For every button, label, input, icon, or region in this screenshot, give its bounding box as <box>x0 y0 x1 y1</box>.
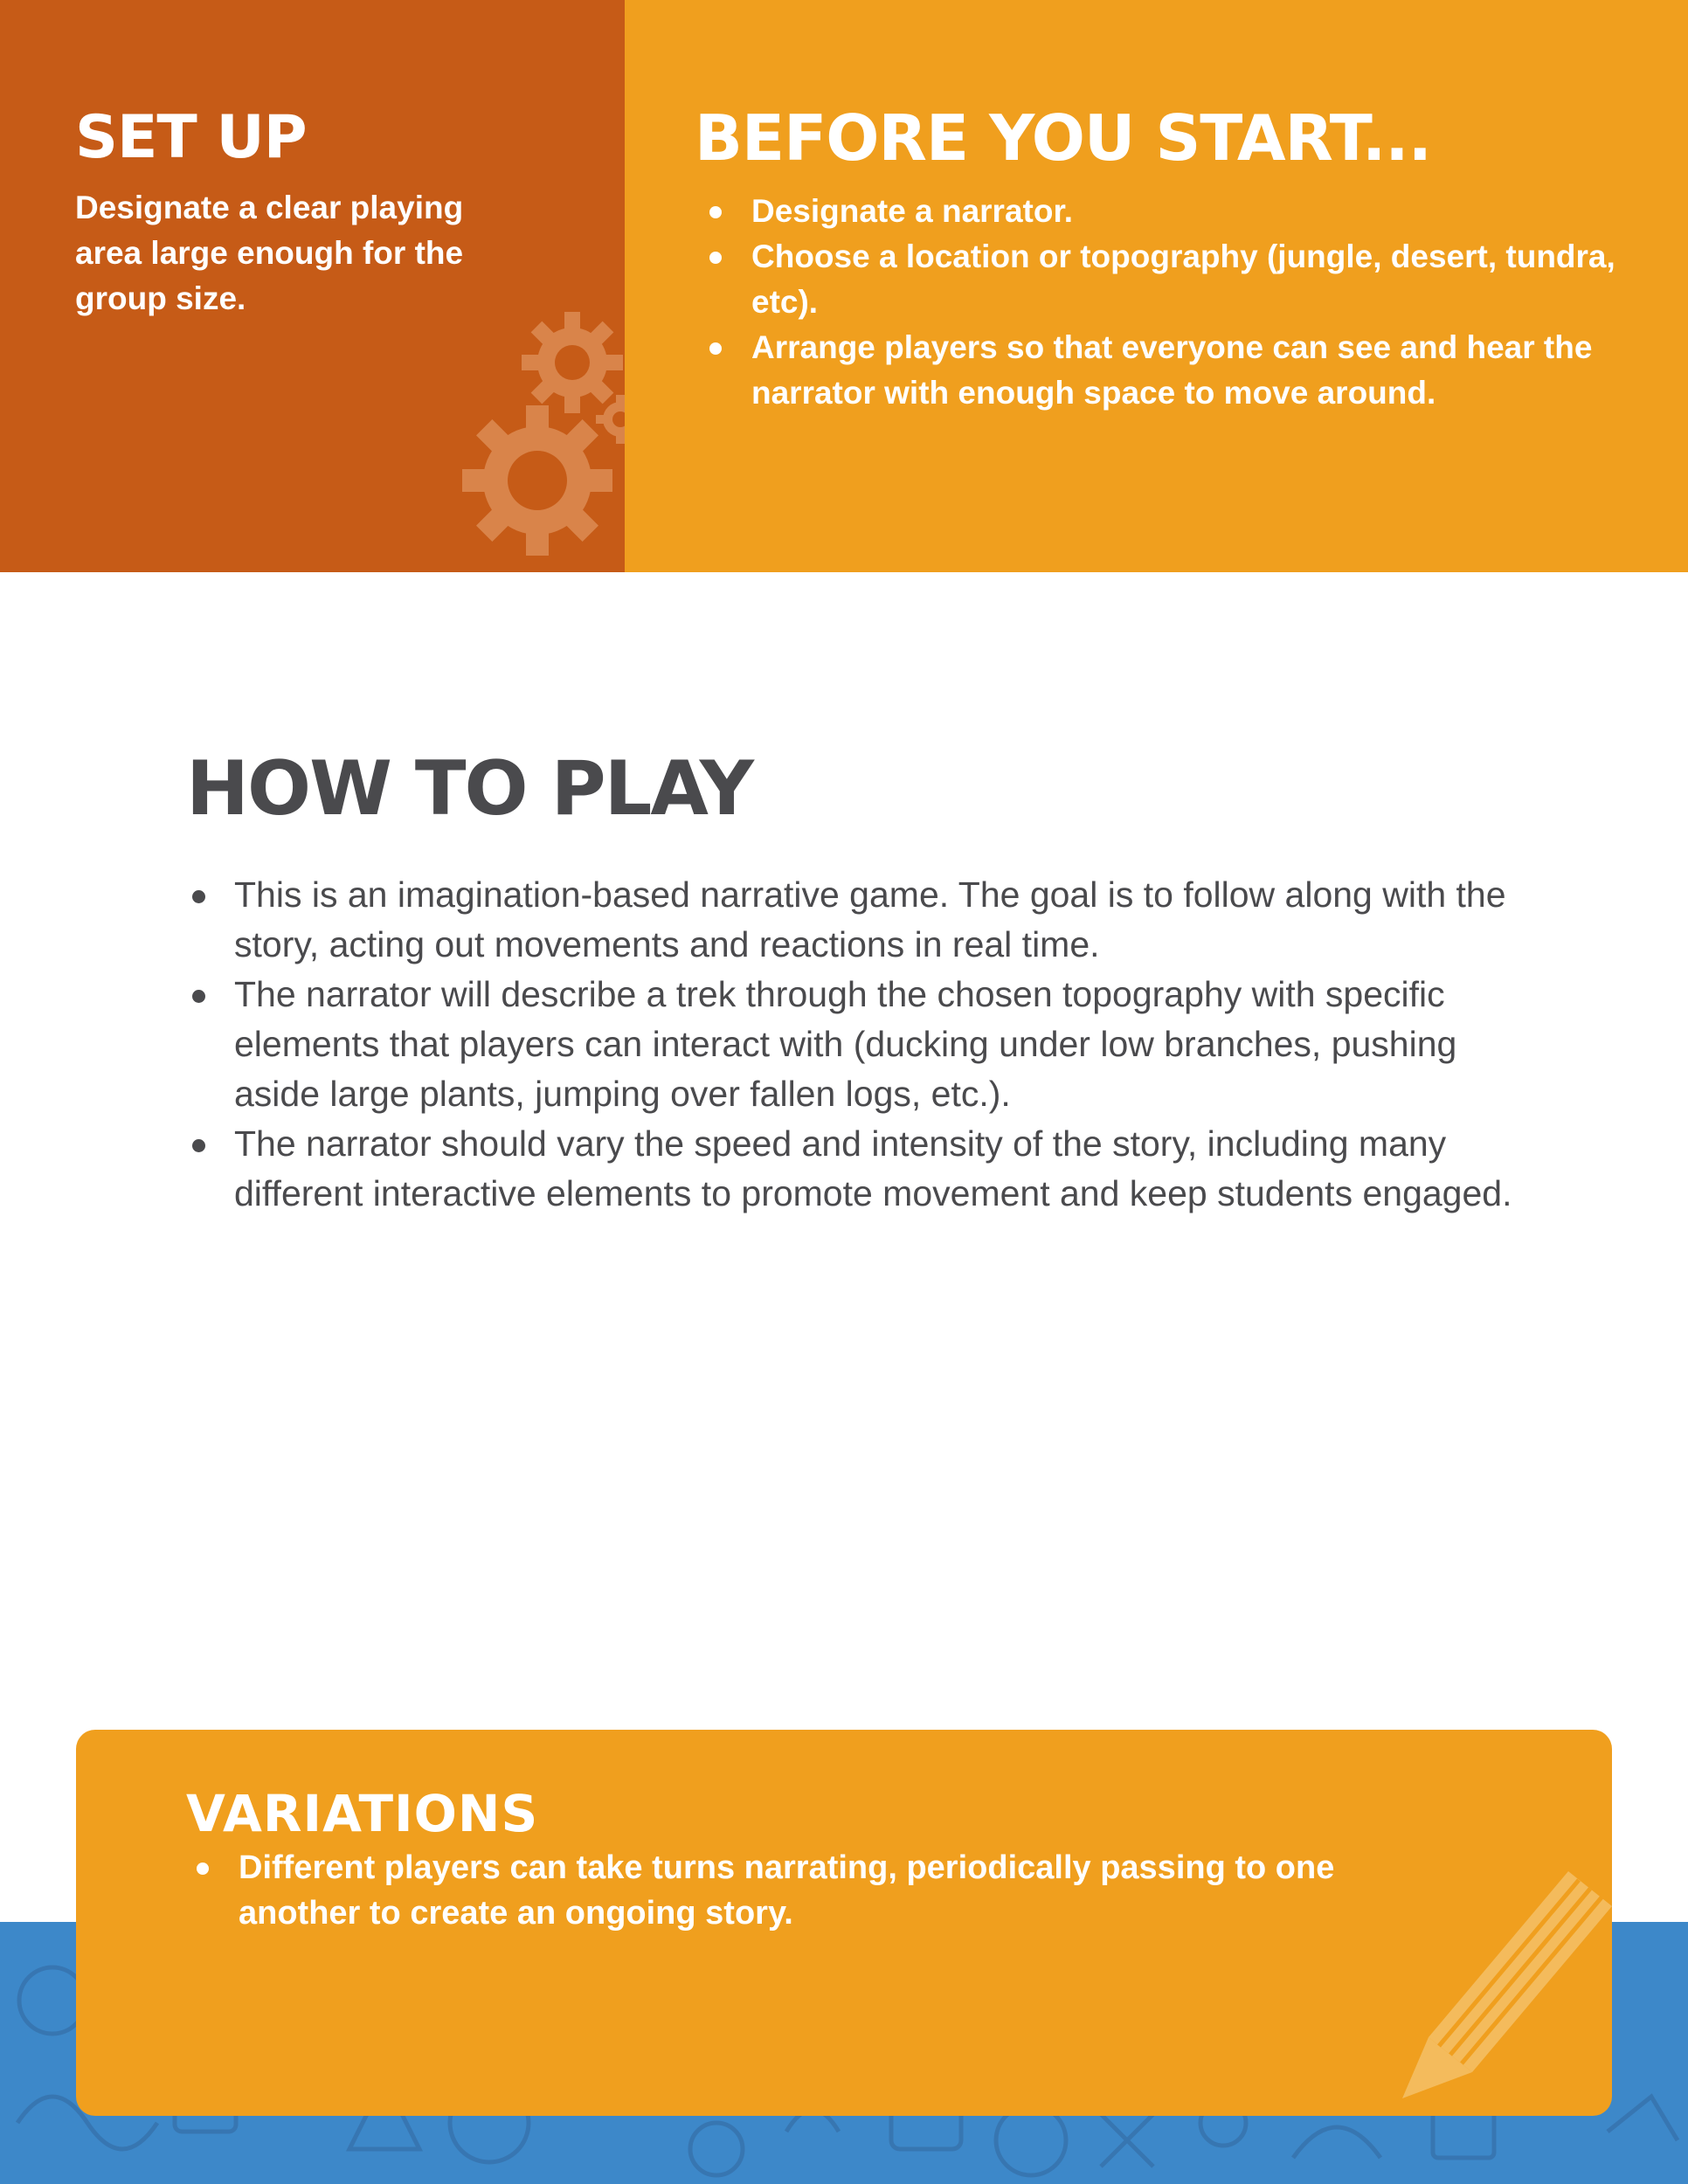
list-item: The narrator should vary the speed and intensity of the story, including many different interactive elements to promote movement and keep students engaged. <box>234 1119 1545 1219</box>
setup-panel <box>0 0 625 572</box>
before-you-start-panel <box>625 0 1688 572</box>
how-to-play-list <box>234 870 1545 1219</box>
setup-heading: SET UP <box>75 103 307 172</box>
list-item: Designate a narrator. <box>751 189 1625 234</box>
list-item: This is an imagination-based narrative game. The goal is to follow along with the story, acting out movements and reactions in real time. <box>234 870 1545 970</box>
list-item: Arrange players so that everyone can see and hear the narrator with enough space to move around. <box>751 325 1625 416</box>
variations-list <box>239 1845 1462 1936</box>
list-item: Different players can take turns narrating, periodically passing to one another to create an ongoing story. <box>239 1845 1462 1936</box>
pencil-icon <box>1367 1836 1612 2116</box>
how-to-play-heading: HOW TO PLAY <box>186 745 753 833</box>
variations-card <box>76 1730 1612 2116</box>
setup-body: Designate a clear playing area large enough for the group size. <box>75 190 464 316</box>
gears-icon <box>454 297 625 559</box>
before-you-start-heading: BEFORE YOU START... <box>695 101 1431 175</box>
before-you-start-list <box>751 189 1625 416</box>
variations-heading: VARIATIONS <box>186 1784 539 1843</box>
list-item: The narrator will describe a trek through the chosen topography with specific elements that players can interact with (ducking under low branches, pushing aside large plants, jumping over fallen logs, etc.). <box>234 970 1545 1119</box>
list-item: Choose a location or topography (jungle, desert, tundra, etc). <box>751 234 1625 325</box>
